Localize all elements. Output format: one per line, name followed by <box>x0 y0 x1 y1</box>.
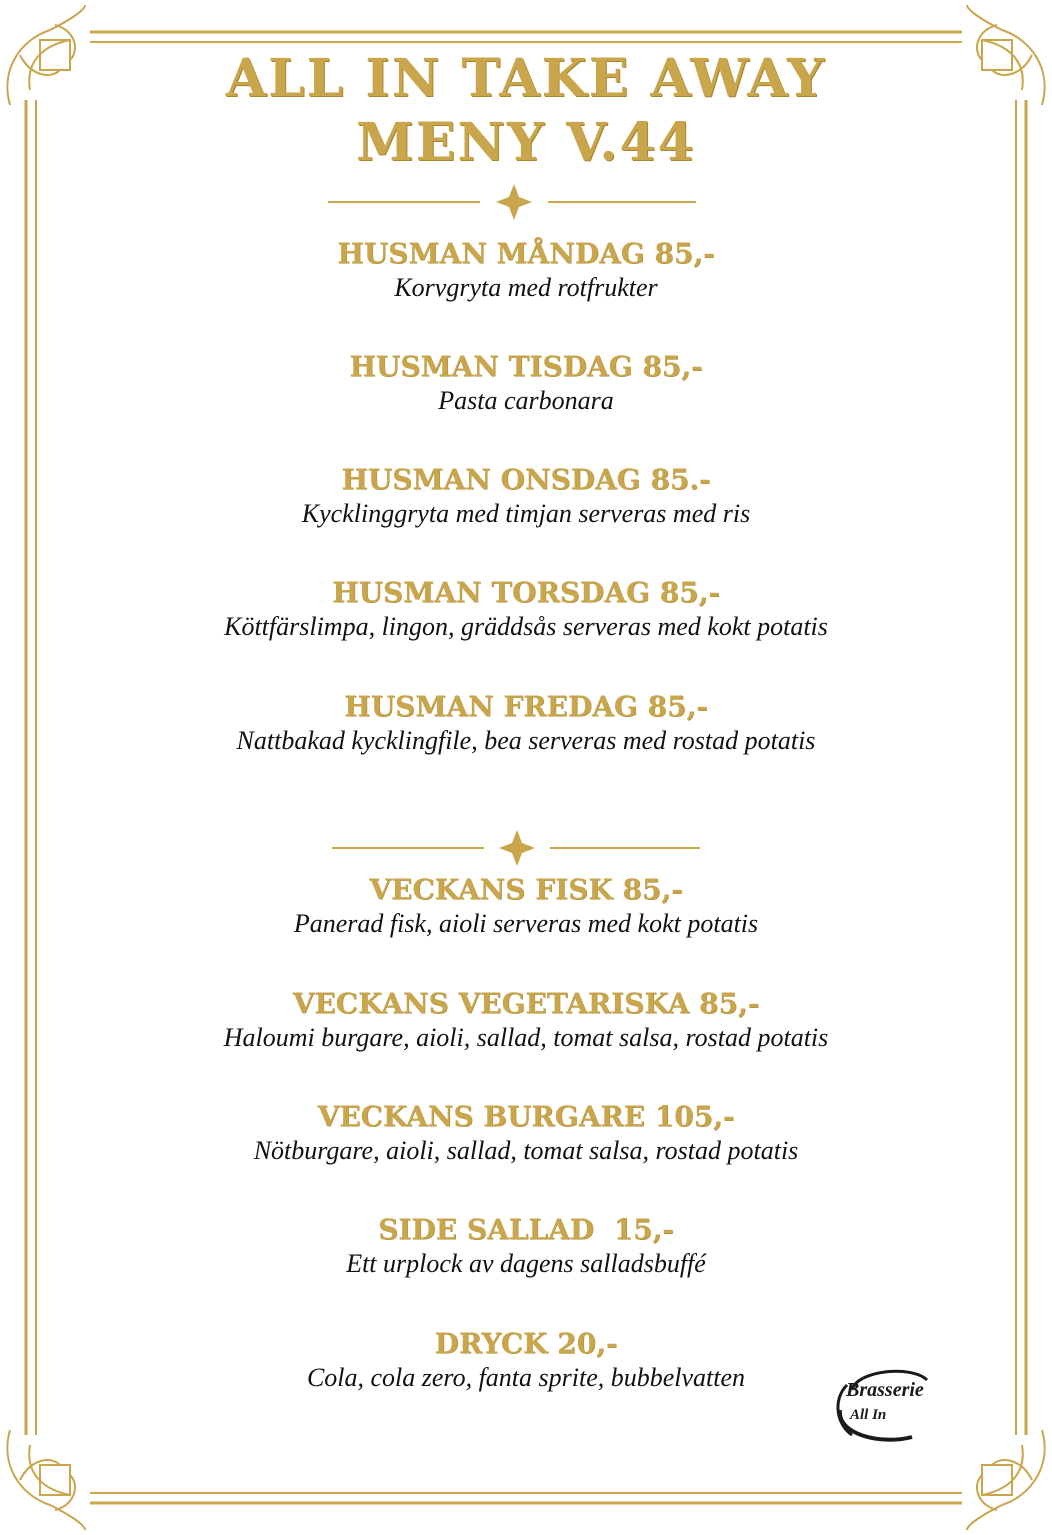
logo-line-1: Brasserie <box>846 1379 924 1401</box>
menu-item <box>0 462 1052 530</box>
menu-title-line-1: ALL IN TAKE AWAY <box>225 48 827 109</box>
menu-item <box>0 986 1052 1054</box>
corner-ornament-bottom-right <box>967 1430 1045 1530</box>
logo-circle-icon <box>832 1365 952 1445</box>
menu-item-name: DRYCK 20,- <box>434 1327 618 1360</box>
menu-item-name: HUSMAN ONSDAG 85.- <box>341 463 711 496</box>
menu-item-description: Panerad fisk, aioli serveras med kokt potatis <box>293 909 759 938</box>
menu-item <box>0 689 1052 757</box>
menu-item-description: Ett urplock av dagens salladsbuffé <box>346 1249 706 1278</box>
star-icon <box>499 830 535 866</box>
menu-item <box>0 1212 1052 1280</box>
corner-ornament-bottom-left <box>7 1430 85 1530</box>
menu-item-description: Köttfärslimpa, lingon, gräddsås serveras med kokt potatis <box>224 612 828 641</box>
menu-item-description: Nötburgare, aioli, sallad, tomat salsa, rostad potatis <box>253 1136 799 1165</box>
menu-item-name: SIDE SALLAD 15,- <box>378 1213 674 1246</box>
menu-item-description: Cola, cola zero, fanta sprite, bubbelvatten <box>306 1363 746 1392</box>
menu-item-name: HUSMAN TORSDAG 85,- <box>332 576 720 609</box>
menu-title-line-2: MENY V.44 <box>356 112 696 173</box>
menu-item-name: VECKANS FISK 85,- <box>369 873 683 906</box>
ornamental-divider <box>0 828 1052 868</box>
menu-item-name: HUSMAN MÅNDAG 85,- <box>337 237 715 270</box>
menu-item <box>0 349 1052 417</box>
menu-item-name: HUSMAN TISDAG 85,- <box>349 350 703 383</box>
logo-line-2: All In <box>850 1407 887 1423</box>
menu-item-name: HUSMAN FREDAG 85,- <box>344 690 708 723</box>
menu-item <box>0 575 1052 643</box>
menu-item-description: Haloumi burgare, aioli, sallad, tomat salsa, rostad potatis <box>223 1023 829 1052</box>
menu-item-name: VECKANS VEGETARISKA 85,- <box>292 987 760 1020</box>
menu-item <box>0 1099 1052 1167</box>
menu-item-description: Nattbakad kycklingfile, bea serveras med rostad potatis <box>236 726 816 755</box>
menu-item-description: Pasta carbonara <box>438 386 614 415</box>
brasserie-logo <box>832 1365 952 1445</box>
star-icon <box>496 184 532 220</box>
menu-item-name: VECKANS BURGARE 105,- <box>317 1100 735 1133</box>
ornamental-divider <box>0 182 1052 222</box>
menu-item-description: Kycklinggryta med timjan serveras med ris <box>301 499 751 528</box>
menu-item-description: Korvgryta med rotfrukter <box>394 273 658 302</box>
menu-item <box>0 872 1052 940</box>
menu-item <box>0 236 1052 304</box>
